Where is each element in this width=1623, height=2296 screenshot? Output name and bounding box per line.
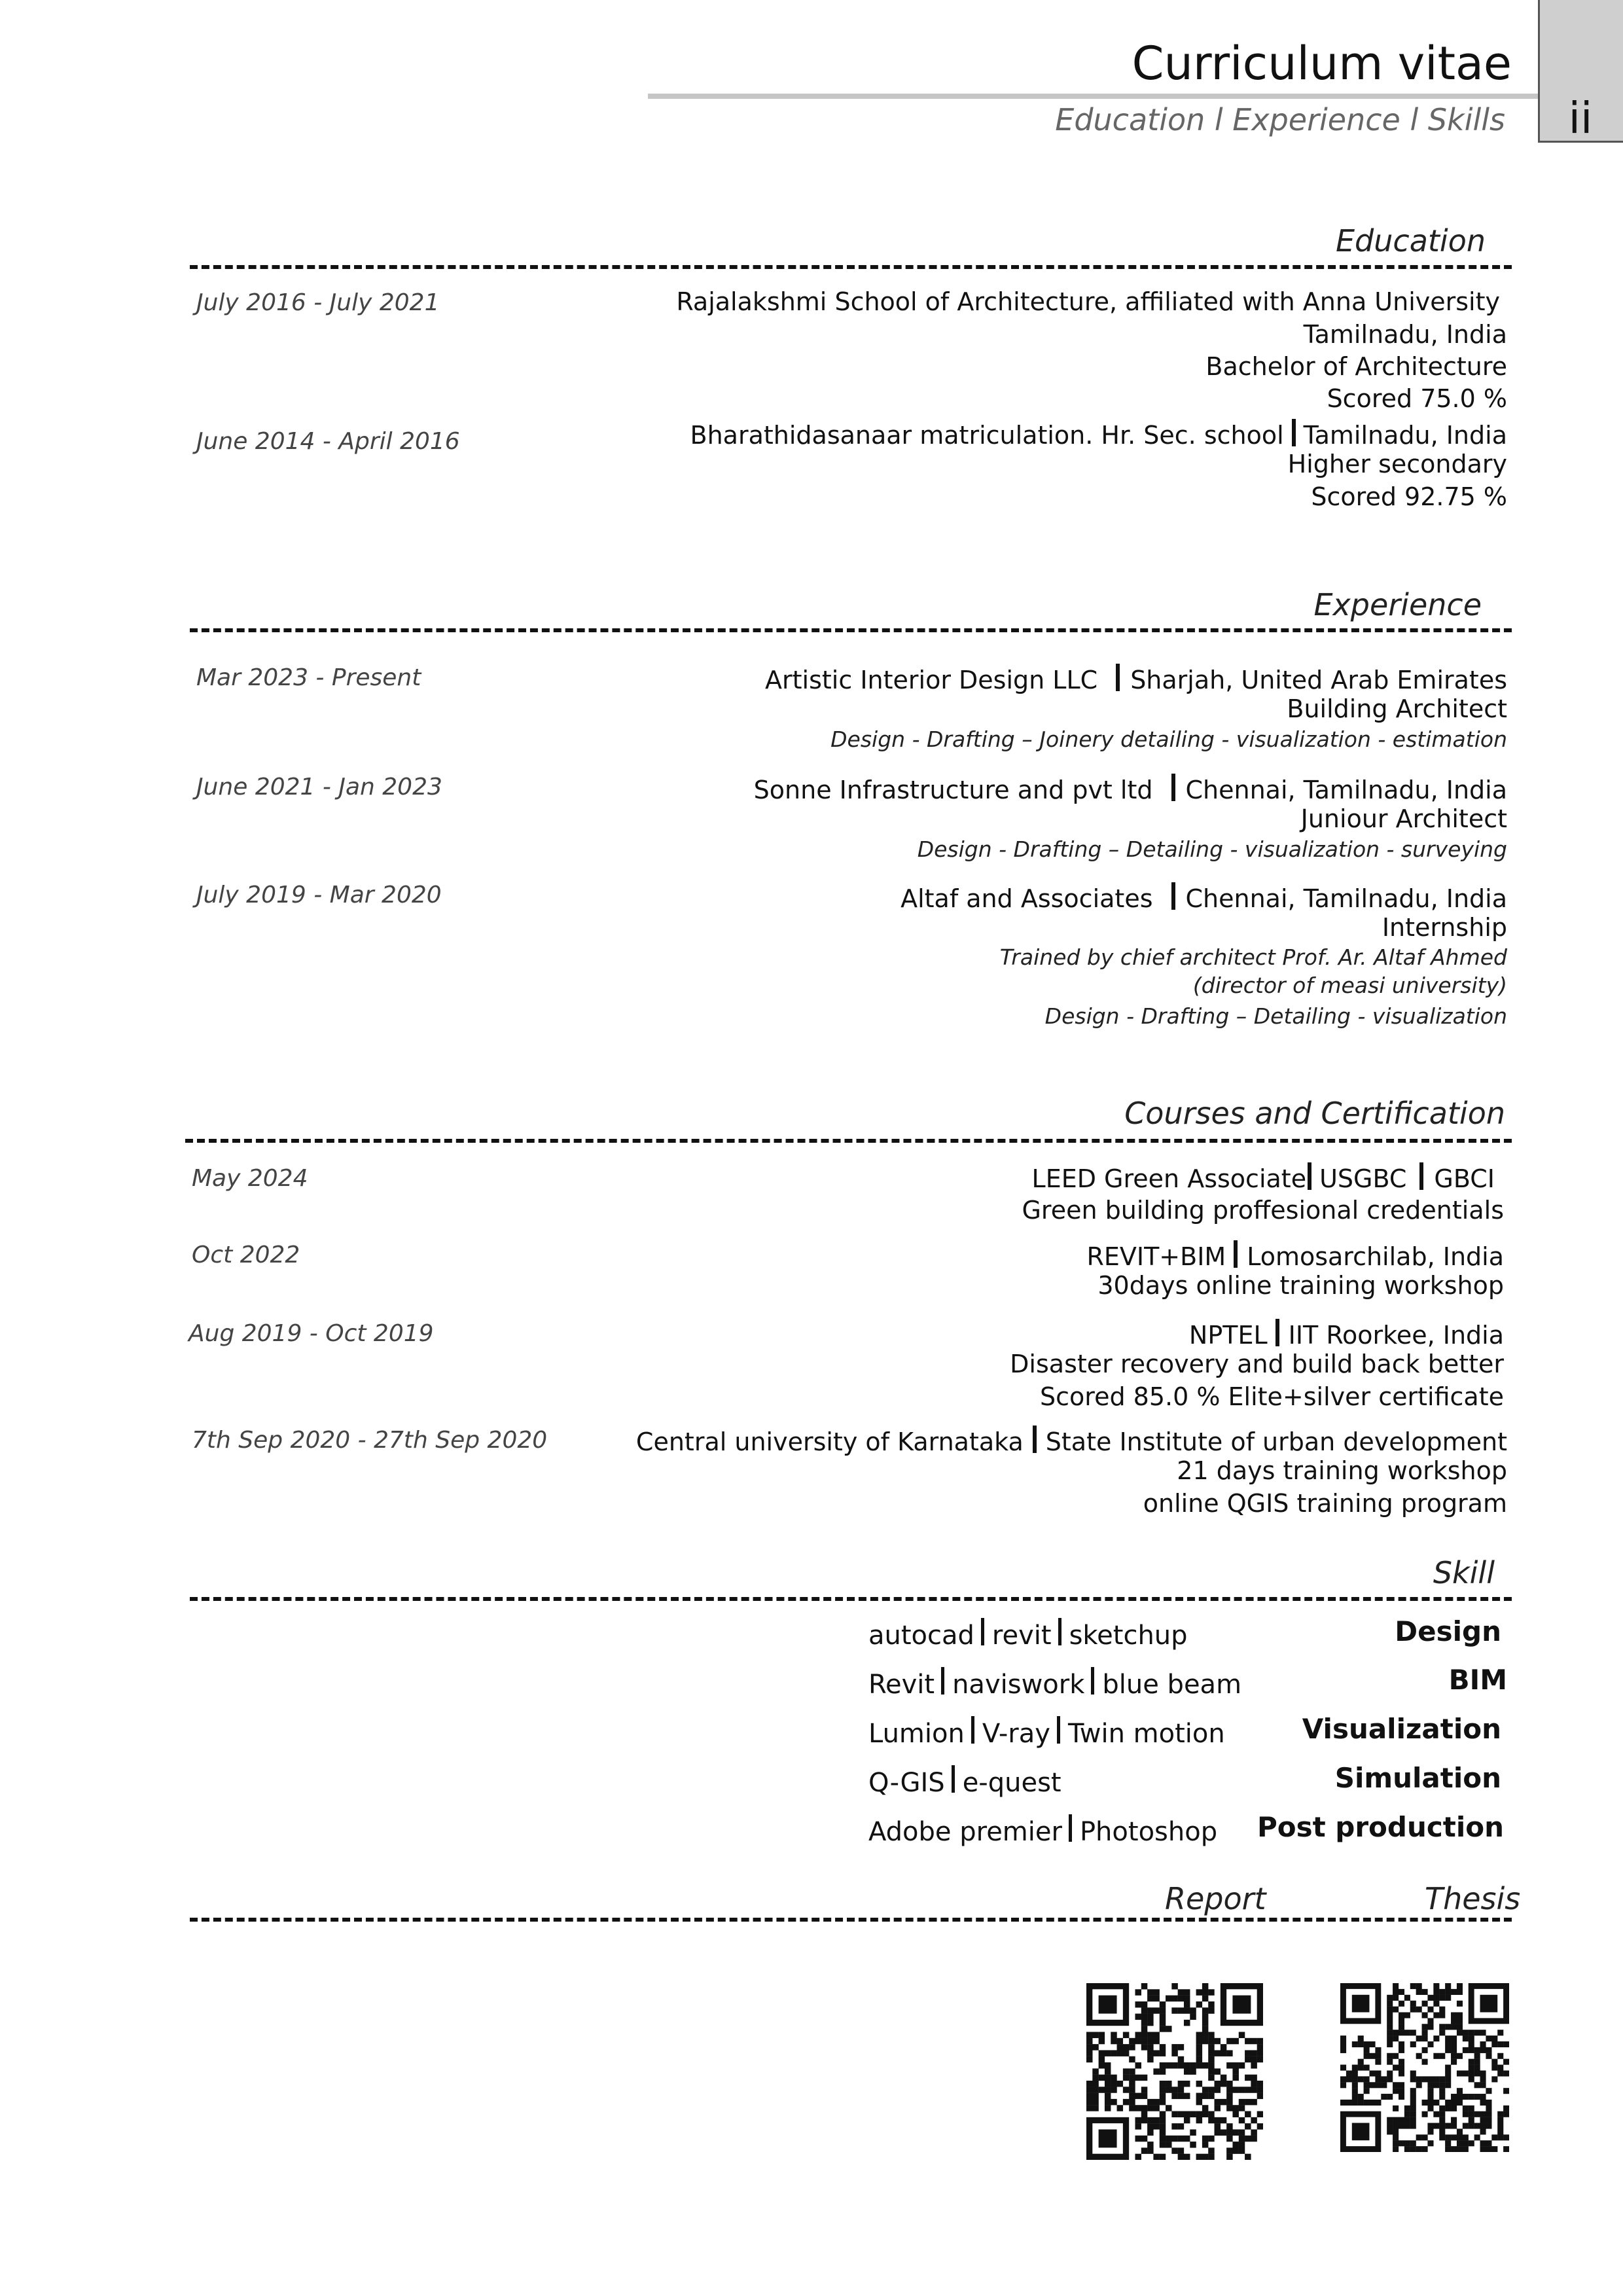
education-score: Scored 75.0 % [1327, 384, 1507, 413]
skill-tools [868, 1618, 1188, 1649]
thesis-label: Thesis [1425, 1881, 1521, 1916]
education-date: June 2014 - April 2016 [196, 428, 460, 455]
courses-divider [185, 1139, 1512, 1143]
experience-divider [190, 628, 1512, 632]
skills-heading: Skill [1433, 1555, 1495, 1590]
course-part: NPTEL [1188, 1321, 1268, 1350]
skill-category: Visualization [1302, 1713, 1501, 1745]
skill-tool: Twin motion [1067, 1719, 1225, 1749]
course-date: Oct 2022 [192, 1242, 300, 1268]
education-score: Scored 92.75 % [1311, 482, 1507, 511]
experience-heading: Experience [1313, 587, 1482, 622]
experience-date: Mar 2023 - Present [196, 664, 421, 691]
experience-date: June 2021 - Jan 2023 [196, 774, 442, 800]
skill-category: Design [1395, 1615, 1501, 1647]
education-location: Tamilnadu, India [1303, 320, 1507, 349]
course-line: Green building proffesional credentials [1022, 1196, 1504, 1225]
skill-tool: V-ray [982, 1719, 1050, 1749]
separator-bar [941, 1667, 944, 1695]
skill-tools [868, 1814, 1217, 1845]
experience-location: Chennai, Tamilnadu, India [1185, 776, 1507, 804]
skill-category: Post production [1257, 1811, 1504, 1843]
page-subtitle: Education l Experience l Skills [1055, 102, 1505, 137]
experience-detail: Design - Drafting – Joinery detailing - visualization - estimation [830, 726, 1507, 752]
skill-tool: autocad [868, 1621, 974, 1651]
separator-bar [1116, 664, 1120, 691]
experience-company: Artistic Interior Design LLC [765, 666, 1098, 694]
separator-bar [1058, 1618, 1061, 1645]
education-date: July 2016 - July 2021 [196, 289, 440, 316]
course-title-line [636, 1426, 1507, 1454]
course-title-line [1189, 1319, 1504, 1348]
report-label: Report [1165, 1881, 1266, 1916]
skill-tool: revit [991, 1621, 1052, 1651]
experience-detail: Design - Drafting – Detailing - visualization - surveying [917, 836, 1507, 862]
course-part: REVIT+BIM [1086, 1242, 1226, 1271]
course-line: online QGIS training program [1143, 1489, 1507, 1518]
education-location: Tamilnadu, India [1303, 421, 1507, 450]
experience-location: Sharjah, United Arab Emirates [1130, 666, 1507, 694]
separator-bar [1234, 1240, 1238, 1268]
qr-code-icon[interactable] [1086, 1983, 1263, 2160]
separator-bar [1171, 882, 1175, 910]
course-line: 30days online training workshop [1097, 1271, 1504, 1300]
title-divider [648, 94, 1538, 99]
skill-tools [868, 1667, 1241, 1698]
course-part: LEED Green Associate [1031, 1164, 1307, 1193]
skill-tool: Q-GIS [868, 1768, 945, 1798]
course-line: Scored 85.0 % Elite+silver certificate [1040, 1382, 1504, 1411]
education-degree: Bachelor of Architecture [1205, 352, 1507, 381]
skill-tool: sketchup [1069, 1621, 1188, 1651]
experience-company-line [754, 774, 1507, 802]
page-number: ii [1568, 93, 1593, 143]
education-institution: Rajalakshmi School of Architecture, affiliated with Anna University [676, 287, 1500, 316]
course-part: State Institute of urban development [1045, 1427, 1507, 1456]
skill-category: Simulation [1334, 1762, 1501, 1794]
experience-role: Internship [1382, 913, 1507, 942]
course-date: Aug 2019 - Oct 2019 [188, 1320, 434, 1347]
qr-code-icon[interactable] [1340, 1983, 1509, 2152]
page-title: Curriculum vitae [1132, 37, 1512, 90]
experience-date: July 2019 - Mar 2020 [196, 882, 442, 908]
experience-detail: Design - Drafting – Detailing - visualization [1044, 1003, 1507, 1029]
experience-detail: (director of measi university) [1192, 973, 1507, 998]
skills-divider [190, 1597, 1512, 1601]
course-part: GBCI [1434, 1164, 1495, 1193]
experience-company: Sonne Infrastructure and pvt ltd [753, 776, 1153, 804]
education-heading: Education [1335, 223, 1486, 259]
experience-company-line [901, 882, 1507, 911]
course-line: Disaster recovery and build back better [1010, 1350, 1504, 1378]
skill-tools [868, 1716, 1225, 1747]
education-divider [190, 265, 1512, 269]
experience-company: Altaf and Associates [901, 884, 1153, 913]
skill-tool: Revit [868, 1670, 935, 1700]
course-part: IIT Roorkee, India [1288, 1321, 1504, 1350]
separator-bar [971, 1716, 974, 1744]
education-institution-line [690, 419, 1507, 448]
course-part: Lomosarchilab, India [1247, 1242, 1504, 1271]
skill-tool: e-quest [962, 1768, 1061, 1798]
course-date: May 2024 [192, 1165, 308, 1192]
education-institution: Bharathidasanaar matriculation. Hr. Sec. school [690, 421, 1284, 450]
skill-tool: blue beam [1102, 1670, 1242, 1700]
separator-bar [952, 1765, 955, 1793]
separator-bar [1171, 774, 1175, 801]
separator-bar [1091, 1667, 1094, 1695]
skill-tool: Photoshop [1079, 1817, 1218, 1847]
skill-tool: Lumion [868, 1719, 965, 1749]
skill-tool: naviswork [952, 1670, 1085, 1700]
experience-detail: Trained by chief architect Prof. Ar. Altaf Ahmed [999, 944, 1507, 970]
experience-company-line [765, 664, 1507, 692]
education-degree: Higher secondary [1287, 450, 1507, 478]
course-title-line [1032, 1162, 1495, 1191]
course-part: Central university of Karnataka [635, 1427, 1024, 1456]
courses-heading: Courses and Certification [1124, 1096, 1505, 1131]
skill-tools [868, 1765, 1061, 1796]
skill-category: BIM [1448, 1664, 1507, 1696]
experience-role: Building Architect [1287, 694, 1507, 723]
separator-bar [1057, 1716, 1060, 1744]
separator-bar [1308, 1162, 1311, 1190]
course-line: 21 days training workshop [1177, 1456, 1507, 1485]
experience-role: Juniour Architect [1300, 804, 1507, 833]
separator-bar [1069, 1814, 1072, 1842]
separator-bar [1275, 1319, 1279, 1346]
course-date: 7th Sep 2020 - 27th Sep 2020 [192, 1427, 548, 1454]
separator-bar [1033, 1426, 1037, 1453]
links-divider [190, 1918, 1512, 1922]
course-part: USGBC [1319, 1164, 1407, 1193]
experience-location: Chennai, Tamilnadu, India [1185, 884, 1507, 913]
separator-bar [981, 1618, 984, 1645]
course-title-line [1086, 1240, 1504, 1269]
separator-bar [1419, 1162, 1423, 1190]
skill-tool: Adobe premier [868, 1817, 1062, 1847]
separator-bar [1292, 419, 1296, 446]
